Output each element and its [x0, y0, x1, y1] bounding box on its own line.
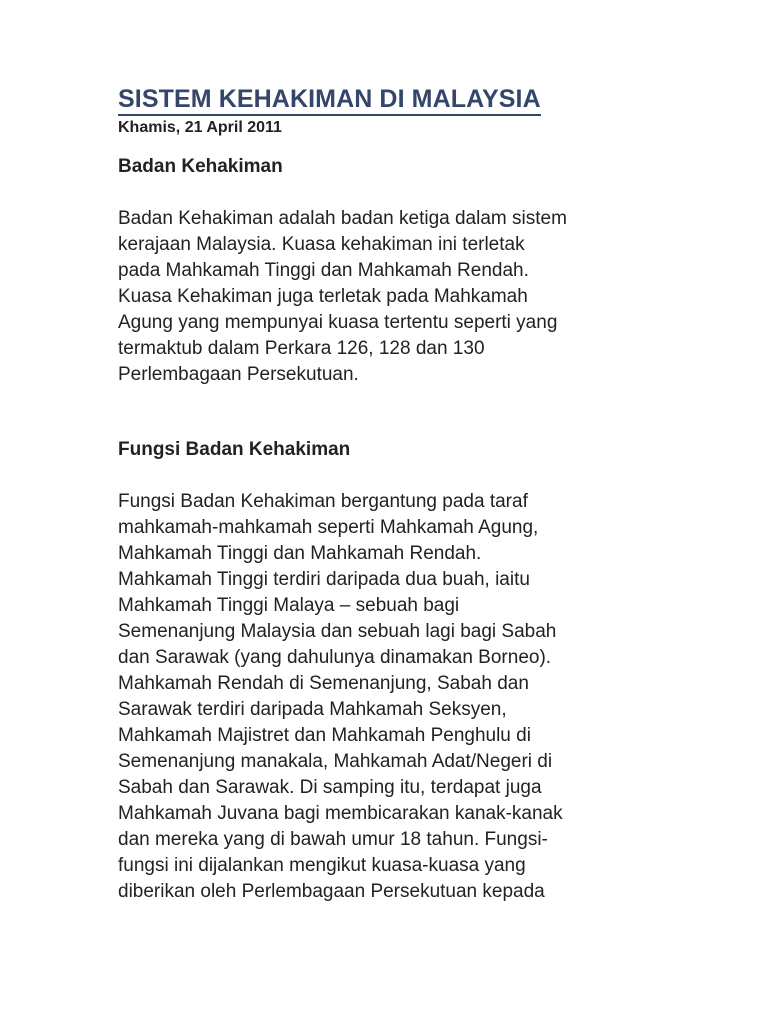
- section-heading: Badan Kehakiman: [118, 156, 283, 177]
- post-date: Khamis, 21 April 2011: [118, 119, 282, 136]
- paragraph-line: Fungsi Badan Kehakiman bergantung pada taraf: [118, 491, 528, 512]
- section-heading: Fungsi Badan Kehakiman: [118, 439, 351, 460]
- paragraph-line: termaktub dalam Perkara 126, 128 dan 130: [118, 338, 485, 359]
- paragraph-line: Mahkamah Rendah di Semenanjung, Sabah dan: [118, 673, 529, 694]
- paragraph-line: Mahkamah Juvana bagi membicarakan kanak-kanak: [118, 803, 563, 824]
- section-badan-kehakiman: [118, 155, 638, 388]
- paragraph-line: mahkamah-mahkamah seperti Mahkamah Agung,: [118, 517, 539, 538]
- paragraph-line: dan Sarawak (yang dahulunya dinamakan Borneo).: [118, 647, 552, 668]
- section-fungsi-badan-kehakiman: [118, 438, 638, 905]
- paragraph-line: diberikan oleh Perlembagaan Persekutuan kepada: [118, 881, 545, 902]
- paragraph-line: dan mereka yang di bawah umur 18 tahun. Fungsi-: [118, 829, 548, 850]
- paragraph-line: Kuasa Kehakiman juga terletak pada Mahkamah: [118, 286, 528, 307]
- paragraph-line: Mahkamah Majistret dan Mahkamah Penghulu di: [118, 725, 531, 746]
- section-paragraph: [118, 206, 638, 388]
- document-title: SISTEM KEHAKIMAN DI MALAYSIA: [118, 84, 541, 116]
- paragraph-line: Semenanjung manakala, Mahkamah Adat/Negeri di: [118, 751, 553, 772]
- paragraph-line: Semenanjung Malaysia dan sebuah lagi bagi Sabah: [118, 621, 557, 642]
- paragraph-line: Mahkamah Tinggi dan Mahkamah Rendah.: [118, 543, 482, 564]
- paragraph-line: Agung yang mempunyai kuasa tertentu seperti yang: [118, 312, 558, 333]
- paragraph-line: Sabah dan Sarawak. Di samping itu, terdapat juga: [118, 777, 542, 798]
- paragraph-line: Mahkamah Tinggi terdiri daripada dua buah, iaitu: [118, 569, 530, 590]
- paragraph-line: Perlembagaan Persekutuan.: [118, 364, 359, 385]
- paragraph-line: kerajaan Malaysia. Kuasa kehakiman ini terletak: [118, 234, 525, 255]
- paragraph-line: Badan Kehakiman adalah badan ketiga dalam sistem: [118, 208, 567, 229]
- paragraph-line: pada Mahkamah Tinggi dan Mahkamah Rendah.: [118, 260, 529, 281]
- document-page: [118, 84, 638, 905]
- paragraph-line: fungsi ini dijalankan mengikut kuasa-kuasa yang: [118, 855, 526, 876]
- paragraph-line: Mahkamah Tinggi Malaya – sebuah bagi: [118, 595, 460, 616]
- section-paragraph: [118, 489, 638, 905]
- paragraph-line: Sarawak terdiri daripada Mahkamah Seksyen,: [118, 699, 507, 720]
